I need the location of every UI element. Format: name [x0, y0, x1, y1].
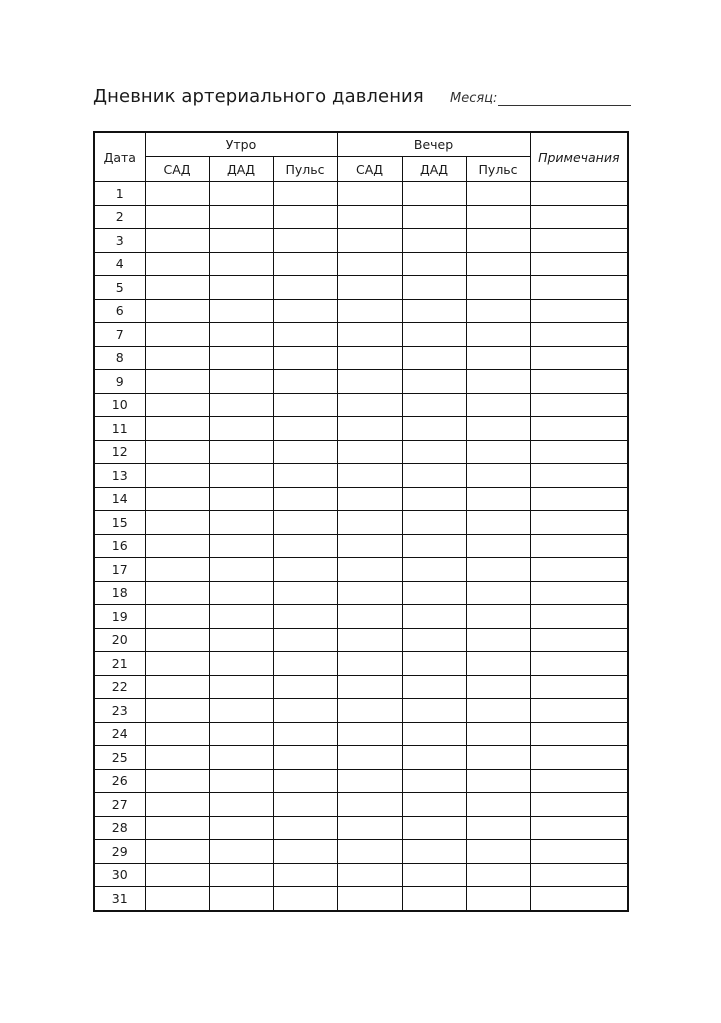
notes-cell[interactable]	[530, 393, 628, 417]
evening-sad-cell[interactable]	[337, 840, 402, 864]
morning-sad-cell[interactable]	[145, 487, 209, 511]
morning-dad-cell[interactable]	[209, 652, 273, 676]
evening-dad-cell[interactable]	[402, 346, 466, 370]
day-number: 9	[94, 370, 145, 394]
morning-pulse-cell[interactable]	[273, 581, 337, 605]
evening-pulse-cell[interactable]	[466, 205, 530, 229]
notes-cell[interactable]	[530, 699, 628, 723]
morning-pulse-cell[interactable]	[273, 628, 337, 652]
evening-pulse-cell[interactable]	[466, 652, 530, 676]
table-row	[94, 793, 628, 817]
morning-dad-header: ДАД	[209, 157, 273, 182]
day-number: 23	[94, 699, 145, 723]
day-number: 25	[94, 746, 145, 770]
morning-dad-cell[interactable]	[209, 581, 273, 605]
evening-dad-cell[interactable]	[402, 816, 466, 840]
table-row	[94, 464, 628, 488]
evening-pulse-header: Пульс	[466, 157, 530, 182]
morning-dad-cell[interactable]	[209, 464, 273, 488]
morning-pulse-cell[interactable]	[273, 746, 337, 770]
evening-dad-cell[interactable]	[402, 276, 466, 300]
table-row	[94, 276, 628, 300]
morning-pulse-cell[interactable]	[273, 440, 337, 464]
day-number: 7	[94, 323, 145, 347]
notes-cell[interactable]	[530, 182, 628, 206]
table-row	[94, 511, 628, 535]
morning-sad-cell[interactable]	[145, 746, 209, 770]
morning-dad-cell[interactable]	[209, 417, 273, 441]
morning-dad-cell[interactable]	[209, 816, 273, 840]
evening-dad-cell[interactable]	[402, 863, 466, 887]
morning-sad-cell[interactable]	[145, 464, 209, 488]
day-number: 1	[94, 182, 145, 206]
day-number: 27	[94, 793, 145, 817]
day-number: 15	[94, 511, 145, 535]
morning-dad-cell[interactable]	[209, 746, 273, 770]
evening-pulse-cell[interactable]	[466, 793, 530, 817]
morning-sad-cell[interactable]	[145, 769, 209, 793]
morning-dad-cell[interactable]	[209, 205, 273, 229]
date-header: Дата	[94, 132, 145, 182]
morning-sad-cell[interactable]	[145, 722, 209, 746]
day-number: 16	[94, 534, 145, 558]
evening-sad-cell[interactable]	[337, 558, 402, 582]
evening-pulse-cell[interactable]	[466, 276, 530, 300]
notes-cell[interactable]	[530, 487, 628, 511]
evening-pulse-cell[interactable]	[466, 699, 530, 723]
notes-cell[interactable]	[530, 840, 628, 864]
day-number: 30	[94, 863, 145, 887]
morning-dad-cell[interactable]	[209, 323, 273, 347]
evening-sad-cell[interactable]	[337, 675, 402, 699]
table-row	[94, 628, 628, 652]
evening-dad-cell[interactable]	[402, 722, 466, 746]
evening-pulse-cell[interactable]	[466, 229, 530, 253]
morning-pulse-cell[interactable]	[273, 887, 337, 911]
evening-dad-cell[interactable]	[402, 605, 466, 629]
evening-sad-cell[interactable]	[337, 323, 402, 347]
morning-pulse-cell[interactable]	[273, 464, 337, 488]
evening-sad-cell[interactable]	[337, 440, 402, 464]
evening-sad-cell[interactable]	[337, 346, 402, 370]
evening-dad-cell[interactable]	[402, 323, 466, 347]
morning-dad-cell[interactable]	[209, 346, 273, 370]
evening-dad-cell[interactable]	[402, 628, 466, 652]
evening-pulse-cell[interactable]	[466, 816, 530, 840]
evening-sad-cell[interactable]	[337, 276, 402, 300]
notes-cell[interactable]	[530, 675, 628, 699]
day-number: 5	[94, 276, 145, 300]
evening-sad-cell[interactable]	[337, 628, 402, 652]
morning-sad-cell[interactable]	[145, 511, 209, 535]
table-row	[94, 699, 628, 723]
evening-sad-cell[interactable]	[337, 581, 402, 605]
evening-dad-cell[interactable]	[402, 840, 466, 864]
table-row	[94, 370, 628, 394]
morning-sad-cell[interactable]	[145, 393, 209, 417]
evening-pulse-cell[interactable]	[466, 370, 530, 394]
morning-pulse-cell[interactable]	[273, 299, 337, 323]
evening-sad-cell[interactable]	[337, 793, 402, 817]
evening-dad-cell[interactable]	[402, 229, 466, 253]
table-row	[94, 652, 628, 676]
morning-pulse-cell[interactable]	[273, 252, 337, 276]
morning-dad-cell[interactable]	[209, 299, 273, 323]
evening-pulse-cell[interactable]	[466, 558, 530, 582]
table-row	[94, 863, 628, 887]
morning-dad-cell[interactable]	[209, 722, 273, 746]
day-number: 22	[94, 675, 145, 699]
morning-pulse-cell[interactable]	[273, 346, 337, 370]
notes-cell[interactable]	[530, 793, 628, 817]
evening-sad-cell[interactable]	[337, 417, 402, 441]
day-number: 26	[94, 769, 145, 793]
morning-dad-cell[interactable]	[209, 605, 273, 629]
morning-dad-cell[interactable]	[209, 370, 273, 394]
evening-sad-cell[interactable]	[337, 464, 402, 488]
table-row	[94, 558, 628, 582]
morning-header: Утро	[145, 132, 337, 157]
morning-dad-cell[interactable]	[209, 487, 273, 511]
day-number: 14	[94, 487, 145, 511]
diary-body	[94, 182, 628, 911]
evening-dad-cell[interactable]	[402, 393, 466, 417]
evening-dad-cell[interactable]	[402, 558, 466, 582]
evening-sad-cell[interactable]	[337, 299, 402, 323]
notes-cell[interactable]	[530, 887, 628, 911]
notes-cell[interactable]	[530, 746, 628, 770]
evening-sad-cell[interactable]	[337, 511, 402, 535]
evening-sad-cell[interactable]	[337, 887, 402, 911]
day-number: 19	[94, 605, 145, 629]
morning-pulse-cell[interactable]	[273, 370, 337, 394]
notes-cell[interactable]	[530, 417, 628, 441]
evening-dad-cell[interactable]	[402, 205, 466, 229]
evening-sad-cell[interactable]	[337, 652, 402, 676]
evening-sad-cell[interactable]	[337, 393, 402, 417]
morning-sad-cell[interactable]	[145, 558, 209, 582]
morning-dad-cell[interactable]	[209, 182, 273, 206]
table-row	[94, 346, 628, 370]
morning-pulse-cell[interactable]	[273, 722, 337, 746]
day-number: 13	[94, 464, 145, 488]
evening-pulse-cell[interactable]	[466, 605, 530, 629]
evening-sad-cell[interactable]	[337, 605, 402, 629]
morning-dad-cell[interactable]	[209, 628, 273, 652]
morning-sad-cell[interactable]	[145, 840, 209, 864]
morning-pulse-cell[interactable]	[273, 699, 337, 723]
table-row	[94, 887, 628, 911]
morning-sad-cell[interactable]	[145, 652, 209, 676]
notes-cell[interactable]	[530, 323, 628, 347]
morning-sad-cell[interactable]	[145, 793, 209, 817]
evening-dad-cell[interactable]	[402, 252, 466, 276]
evening-dad-cell[interactable]	[402, 769, 466, 793]
table-row	[94, 722, 628, 746]
morning-sad-cell[interactable]	[145, 581, 209, 605]
morning-pulse-cell[interactable]	[273, 840, 337, 864]
day-number: 12	[94, 440, 145, 464]
table-row	[94, 417, 628, 441]
table-row	[94, 769, 628, 793]
evening-dad-cell[interactable]	[402, 299, 466, 323]
morning-dad-cell[interactable]	[209, 252, 273, 276]
morning-pulse-cell[interactable]	[273, 205, 337, 229]
morning-sad-cell[interactable]	[145, 440, 209, 464]
day-number: 4	[94, 252, 145, 276]
evening-sad-cell[interactable]	[337, 205, 402, 229]
evening-pulse-cell[interactable]	[466, 863, 530, 887]
evening-dad-cell[interactable]	[402, 699, 466, 723]
day-number: 20	[94, 628, 145, 652]
notes-cell[interactable]	[530, 464, 628, 488]
day-number: 29	[94, 840, 145, 864]
morning-sad-cell[interactable]	[145, 323, 209, 347]
notes-cell[interactable]	[530, 652, 628, 676]
morning-sad-cell[interactable]	[145, 346, 209, 370]
evening-sad-cell[interactable]	[337, 722, 402, 746]
evening-dad-cell[interactable]	[402, 793, 466, 817]
morning-sad-cell[interactable]	[145, 229, 209, 253]
evening-pulse-cell[interactable]	[466, 534, 530, 558]
notes-cell[interactable]	[530, 534, 628, 558]
morning-pulse-cell[interactable]	[273, 534, 337, 558]
morning-pulse-header: Пульс	[273, 157, 337, 182]
notes-cell[interactable]	[530, 252, 628, 276]
notes-cell[interactable]	[530, 722, 628, 746]
table-row	[94, 840, 628, 864]
evening-pulse-cell[interactable]	[466, 182, 530, 206]
evening-sad-cell[interactable]	[337, 534, 402, 558]
evening-sad-cell[interactable]	[337, 769, 402, 793]
evening-sad-cell[interactable]	[337, 229, 402, 253]
evening-pulse-cell[interactable]	[466, 346, 530, 370]
table-row	[94, 534, 628, 558]
evening-pulse-cell[interactable]	[466, 252, 530, 276]
evening-pulse-cell[interactable]	[466, 417, 530, 441]
day-number: 28	[94, 816, 145, 840]
notes-cell[interactable]	[530, 816, 628, 840]
morning-pulse-cell[interactable]	[273, 675, 337, 699]
evening-dad-cell[interactable]	[402, 464, 466, 488]
day-number: 6	[94, 299, 145, 323]
morning-dad-cell[interactable]	[209, 229, 273, 253]
evening-dad-cell[interactable]	[402, 511, 466, 535]
evening-dad-cell[interactable]	[402, 534, 466, 558]
evening-dad-cell[interactable]	[402, 417, 466, 441]
evening-dad-cell[interactable]	[402, 182, 466, 206]
table-row	[94, 229, 628, 253]
morning-dad-cell[interactable]	[209, 440, 273, 464]
evening-sad-cell[interactable]	[337, 182, 402, 206]
notes-header: Примечания	[530, 132, 628, 182]
notes-cell[interactable]	[530, 863, 628, 887]
morning-sad-cell[interactable]	[145, 699, 209, 723]
morning-dad-cell[interactable]	[209, 863, 273, 887]
table-row	[94, 487, 628, 511]
month-label: Месяц:	[450, 91, 498, 106]
notes-cell[interactable]	[530, 299, 628, 323]
evening-sad-cell[interactable]	[337, 252, 402, 276]
morning-pulse-cell[interactable]	[273, 393, 337, 417]
morning-dad-cell[interactable]	[209, 276, 273, 300]
morning-dad-cell[interactable]	[209, 534, 273, 558]
morning-sad-cell[interactable]	[145, 205, 209, 229]
morning-sad-cell[interactable]	[145, 252, 209, 276]
evening-pulse-cell[interactable]	[466, 440, 530, 464]
page-title: Дневник артериального давления	[93, 86, 424, 107]
morning-dad-cell[interactable]	[209, 511, 273, 535]
morning-sad-cell[interactable]	[145, 628, 209, 652]
morning-pulse-cell[interactable]	[273, 816, 337, 840]
morning-sad-cell[interactable]	[145, 887, 209, 911]
evening-sad-cell[interactable]	[337, 370, 402, 394]
evening-dad-cell[interactable]	[402, 746, 466, 770]
evening-dad-cell[interactable]	[402, 675, 466, 699]
evening-sad-cell[interactable]	[337, 863, 402, 887]
evening-dad-cell[interactable]	[402, 487, 466, 511]
notes-cell[interactable]	[530, 581, 628, 605]
evening-header: Вечер	[337, 132, 530, 157]
table-row	[94, 746, 628, 770]
notes-cell[interactable]	[530, 440, 628, 464]
morning-pulse-cell[interactable]	[273, 558, 337, 582]
evening-dad-cell[interactable]	[402, 652, 466, 676]
evening-dad-cell[interactable]	[402, 581, 466, 605]
morning-pulse-cell[interactable]	[273, 229, 337, 253]
notes-cell[interactable]	[530, 370, 628, 394]
evening-pulse-cell[interactable]	[466, 487, 530, 511]
day-number: 8	[94, 346, 145, 370]
morning-pulse-cell[interactable]	[273, 769, 337, 793]
morning-pulse-cell[interactable]	[273, 652, 337, 676]
morning-sad-cell[interactable]	[145, 276, 209, 300]
day-number: 17	[94, 558, 145, 582]
month-field[interactable]	[450, 91, 631, 106]
morning-dad-cell[interactable]	[209, 887, 273, 911]
evening-sad-header: САД	[337, 157, 402, 182]
morning-dad-cell[interactable]	[209, 393, 273, 417]
evening-pulse-cell[interactable]	[466, 299, 530, 323]
morning-sad-cell[interactable]	[145, 182, 209, 206]
table-row	[94, 182, 628, 206]
evening-sad-cell[interactable]	[337, 487, 402, 511]
morning-pulse-cell[interactable]	[273, 487, 337, 511]
morning-sad-cell[interactable]	[145, 863, 209, 887]
table-row	[94, 605, 628, 629]
evening-sad-cell[interactable]	[337, 816, 402, 840]
table-row	[94, 816, 628, 840]
evening-dad-header: ДАД	[402, 157, 466, 182]
morning-dad-cell[interactable]	[209, 558, 273, 582]
evening-pulse-cell[interactable]	[466, 675, 530, 699]
evening-pulse-cell[interactable]	[466, 746, 530, 770]
table-row	[94, 393, 628, 417]
evening-pulse-cell[interactable]	[466, 769, 530, 793]
day-number: 31	[94, 887, 145, 911]
table-row	[94, 581, 628, 605]
morning-sad-cell[interactable]	[145, 816, 209, 840]
morning-sad-cell[interactable]	[145, 534, 209, 558]
notes-cell[interactable]	[530, 628, 628, 652]
notes-cell[interactable]	[530, 346, 628, 370]
morning-dad-cell[interactable]	[209, 793, 273, 817]
morning-pulse-cell[interactable]	[273, 793, 337, 817]
day-number: 10	[94, 393, 145, 417]
notes-cell[interactable]	[530, 229, 628, 253]
evening-pulse-cell[interactable]	[466, 840, 530, 864]
morning-sad-cell[interactable]	[145, 417, 209, 441]
day-number: 24	[94, 722, 145, 746]
table-row	[94, 323, 628, 347]
day-number: 2	[94, 205, 145, 229]
evening-sad-cell[interactable]	[337, 746, 402, 770]
evening-dad-cell[interactable]	[402, 887, 466, 911]
bp-diary-table	[93, 131, 629, 912]
evening-pulse-cell[interactable]	[466, 581, 530, 605]
morning-sad-cell[interactable]	[145, 605, 209, 629]
morning-dad-cell[interactable]	[209, 840, 273, 864]
day-number: 11	[94, 417, 145, 441]
evening-pulse-cell[interactable]	[466, 464, 530, 488]
morning-pulse-cell[interactable]	[273, 511, 337, 535]
morning-pulse-cell[interactable]	[273, 863, 337, 887]
morning-pulse-cell[interactable]	[273, 323, 337, 347]
evening-pulse-cell[interactable]	[466, 722, 530, 746]
table-row	[94, 299, 628, 323]
notes-cell[interactable]	[530, 205, 628, 229]
morning-dad-cell[interactable]	[209, 769, 273, 793]
morning-sad-cell[interactable]	[145, 299, 209, 323]
evening-dad-cell[interactable]	[402, 440, 466, 464]
table-row	[94, 205, 628, 229]
morning-pulse-cell[interactable]	[273, 417, 337, 441]
evening-pulse-cell[interactable]	[466, 393, 530, 417]
notes-cell[interactable]	[530, 605, 628, 629]
evening-pulse-cell[interactable]	[466, 511, 530, 535]
month-input-line[interactable]	[498, 91, 631, 106]
table-row	[94, 252, 628, 276]
evening-pulse-cell[interactable]	[466, 887, 530, 911]
evening-sad-cell[interactable]	[337, 699, 402, 723]
day-number: 3	[94, 229, 145, 253]
morning-dad-cell[interactable]	[209, 699, 273, 723]
morning-pulse-cell[interactable]	[273, 182, 337, 206]
table-row	[94, 675, 628, 699]
morning-sad-header: САД	[145, 157, 209, 182]
notes-cell[interactable]	[530, 276, 628, 300]
morning-pulse-cell[interactable]	[273, 276, 337, 300]
notes-cell[interactable]	[530, 769, 628, 793]
evening-pulse-cell[interactable]	[466, 323, 530, 347]
table-row	[94, 440, 628, 464]
morning-sad-cell[interactable]	[145, 370, 209, 394]
notes-cell[interactable]	[530, 511, 628, 535]
evening-dad-cell[interactable]	[402, 370, 466, 394]
day-number: 21	[94, 652, 145, 676]
morning-sad-cell[interactable]	[145, 675, 209, 699]
morning-dad-cell[interactable]	[209, 675, 273, 699]
day-number: 18	[94, 581, 145, 605]
morning-pulse-cell[interactable]	[273, 605, 337, 629]
evening-pulse-cell[interactable]	[466, 628, 530, 652]
notes-cell[interactable]	[530, 558, 628, 582]
